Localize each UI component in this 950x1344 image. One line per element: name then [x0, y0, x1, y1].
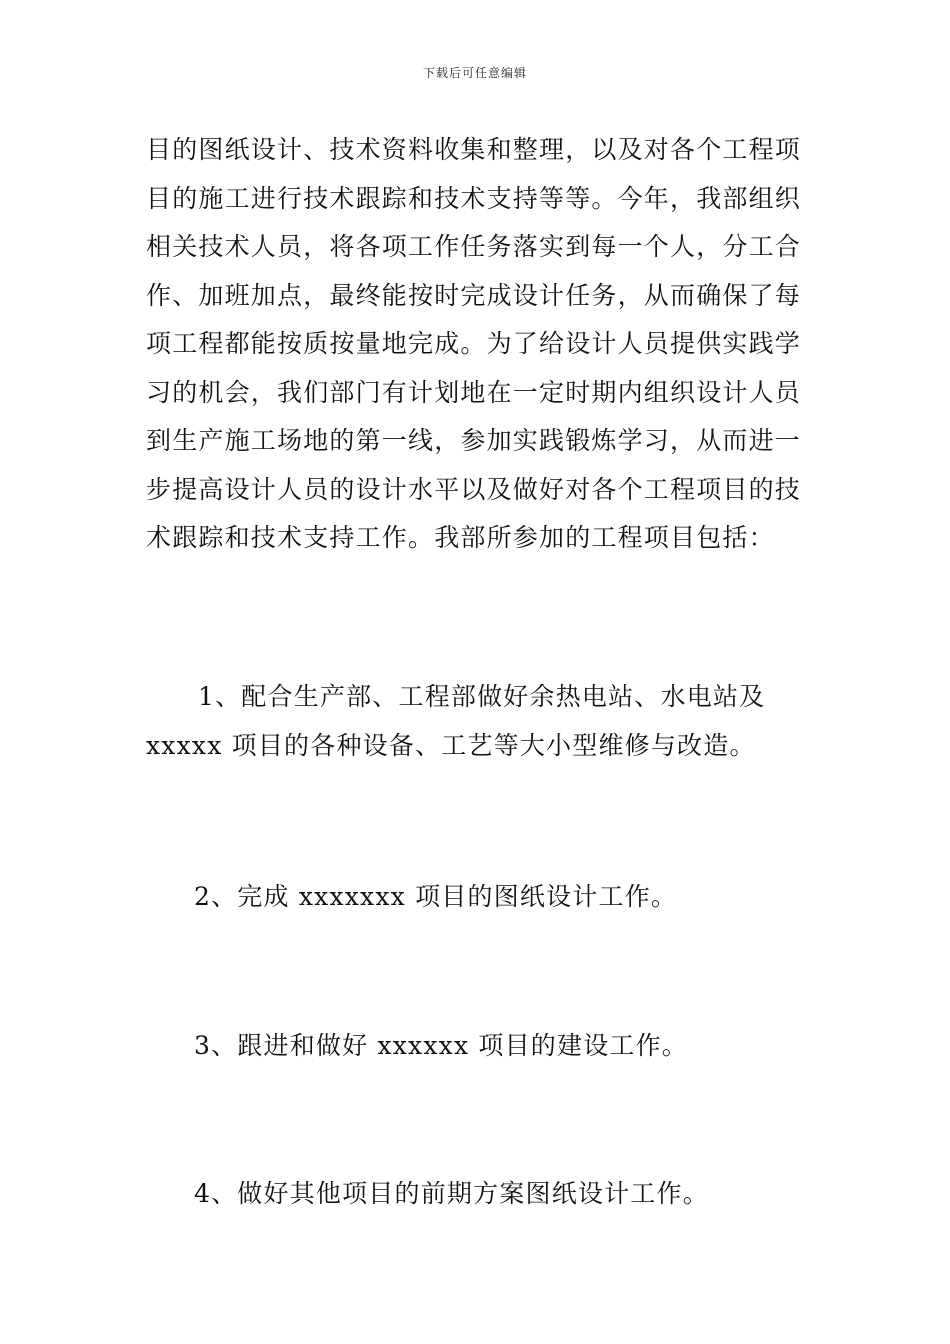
paragraph-line: 步提高设计人员的设计水平以及做好对各个工程项目的技 — [146, 474, 802, 504]
paragraph-line: 相关技术人员，将各项工作任务落实到每一个人，分工合 — [146, 232, 802, 261]
paragraph-line: 术跟踪和技术支持工作。我部所参加的工程项目包括： — [146, 523, 775, 552]
paragraph-line: 目的施工进行技术跟踪和技术支持等等。今年，我部组织 — [146, 183, 802, 213]
body-paragraph — [146, 126, 811, 563]
list-item-line: 3、跟进和做好 xxxxxx 项目的建设工作。 — [194, 1031, 688, 1060]
list-item-line: 4、做好其他项目的前期方案图纸设计工作。 — [194, 1179, 709, 1208]
list-item-line: 1、配合生产部、工程部做好余热电站、水电站及 — [198, 682, 766, 711]
paragraph-line: 作、加班加点，最终能按时完成设计任务，从而确保了每 — [146, 280, 802, 310]
list-item-line: 2、完成 xxxxxxx 项目的图纸设计工作。 — [194, 882, 678, 911]
list-item-3 — [146, 1022, 859, 1071]
page-header: 下载后可任意编辑 — [422, 66, 527, 80]
list-item-2 — [146, 873, 859, 922]
list-item-1 — [146, 673, 811, 770]
paragraph-line: 习的机会，我们部门有计划地在一定时期内组织设计人员 — [146, 377, 802, 407]
paragraph-line: 项工程都能按质按量地完成。为了给设计人员提供实践学 — [146, 329, 802, 358]
list-item-4 — [146, 1170, 859, 1219]
list-item-line: xxxxx 项目的各种设备、工艺等大小型维修与改造。 — [146, 730, 756, 760]
paragraph-line: 目的图纸设计、技术资料收集和整理，以及对各个工程项 — [146, 135, 802, 164]
paragraph-line: 到生产施工场地的第一线，参加实践锻炼学习，从而进一 — [146, 426, 802, 455]
